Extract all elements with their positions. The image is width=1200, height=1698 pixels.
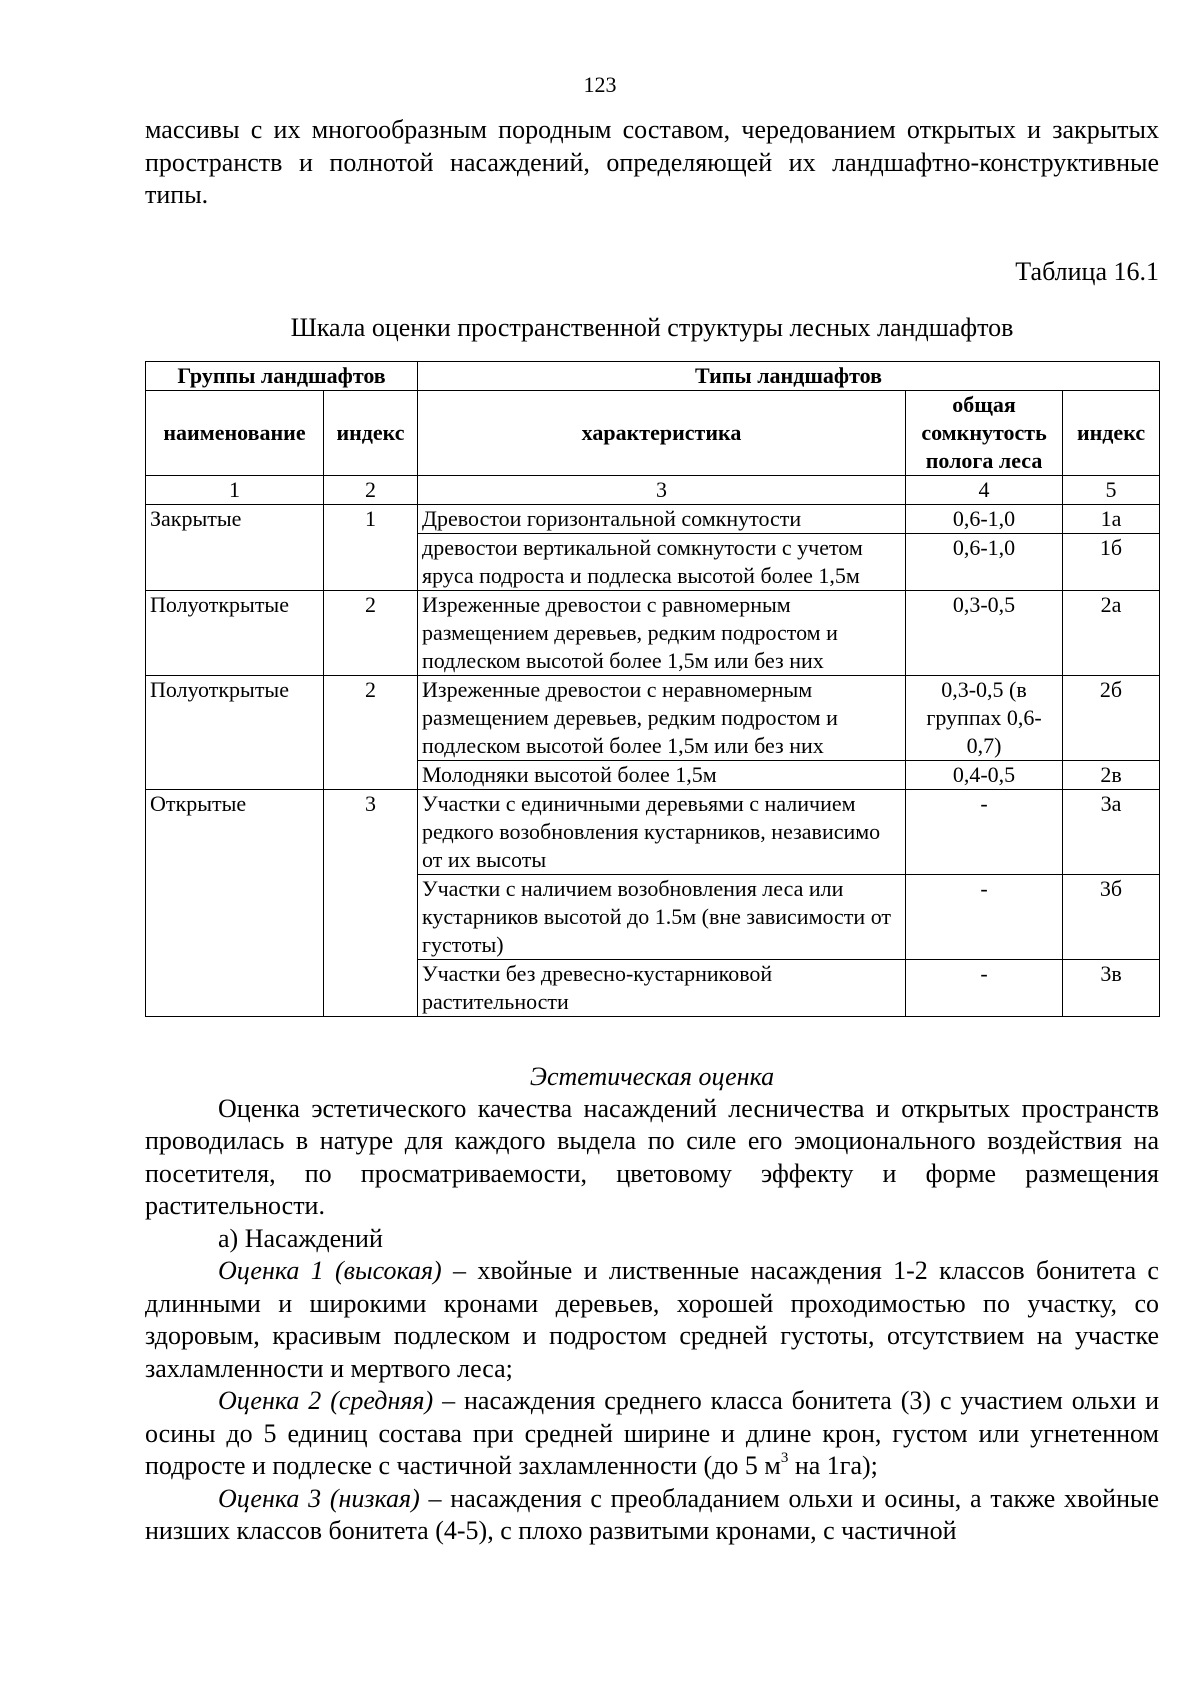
table-row [146, 760, 1160, 789]
column-number-row [146, 475, 1160, 504]
table-row [146, 504, 1160, 533]
characteristic-cell: Изреженные древостои с равномерным размещением деревьев, редким подростом и подлеском высотой более 1,5м или без них [418, 590, 906, 675]
table-header-row-1 [146, 361, 1160, 390]
type-index-cell: 1б [1063, 533, 1160, 590]
group-name-cell: Полуоткрытые [146, 590, 324, 675]
density-cell: 0,4-0,5 [906, 760, 1063, 789]
density-cell: 0,6-1,0 [906, 533, 1063, 590]
grade-2-label: Оценка 2 (средняя) [218, 1386, 434, 1415]
table-row [146, 533, 1160, 590]
table-row [146, 874, 1160, 959]
group-name-cell: Открытые [146, 789, 324, 874]
group-header: Группы ландшафтов [146, 361, 418, 390]
type-index-cell: 2б [1063, 675, 1160, 760]
group-name-cell: Полуоткрытые [146, 675, 324, 760]
group-index-cell: 1 [324, 504, 418, 533]
grade-3-label: Оценка 3 (низкая) [218, 1483, 420, 1513]
characteristic-cell: древостои вертикальной сомкнутости с учетом яруса подроста и подлеска высотой более 1,5м [418, 533, 906, 590]
landscape-structure-table [145, 361, 1160, 1017]
group-name-cell [146, 874, 324, 959]
group-name-cell [146, 959, 324, 1016]
group-index-cell [324, 533, 418, 590]
group-index-cell: 2 [324, 675, 418, 760]
group-name-cell: Закрытые [146, 504, 324, 533]
characteristic-cell: Древостои горизонтальной сомкнутости [418, 504, 906, 533]
group-name-cell [146, 760, 324, 789]
column-number: 3 [418, 475, 906, 504]
col-name-header: наименование [146, 390, 324, 475]
grade-1-label: Оценка 1 (высокая) [218, 1256, 442, 1285]
paragraph-aesthetic-evaluation: Оценка эстетического качества насаждений лесничества и открытых пространств проводилась в натуре для каждого выдела по силе его эмоционального воздействия на посетителя, по просматриваемости, цветовому эффекту и форме размещения растительности. [145, 1093, 1159, 1220]
intro-paragraph: массивы с их многообразным породным составом, чередованием открытых и закрытых пространств и полнотой насаждений, определяющей их ландшафтно-конструктивные типы. [145, 115, 1159, 209]
group-index-cell: 3 [324, 789, 418, 874]
type-index-cell: 3а [1063, 789, 1160, 874]
col-char-header: характеристика [418, 390, 906, 475]
page-number: 123 [583, 72, 617, 97]
type-index-cell: 1а [1063, 504, 1160, 533]
group-index-cell [324, 874, 418, 959]
grade-1-text: – хвойные и лиственные насаждения 1-2 классов бонитета с длинными и широкими кронами деревьев, хорошей проходимостью по участку, со здоровым, красивым подлеском и подростом средней густоты, отсутствием на участке захламленности и мертвого леса; [145, 1256, 1159, 1383]
col-type-index-header: индекс [1063, 390, 1160, 475]
density-cell: - [906, 789, 1063, 874]
types-header: Типы ландшафтов [418, 361, 1160, 390]
density-cell: 0,6-1,0 [906, 504, 1063, 533]
group-index-cell: 2 [324, 590, 418, 675]
table-row [146, 675, 1160, 760]
paragraph-grade-1 [145, 1255, 1159, 1385]
page-content [145, 114, 1159, 1548]
column-number: 4 [906, 475, 1063, 504]
characteristic-cell: Участки без древесно-кустарниковой растительности [418, 959, 906, 1016]
characteristic-cell: Участки с наличием возобновления леса или кустарников высотой до 1.5м (вне зависимости от густоты) [418, 874, 906, 959]
table-row [146, 789, 1160, 874]
density-cell: 0,3-0,5 (в группах 0,6-0,7) [906, 675, 1063, 760]
type-index-cell: 3в [1063, 959, 1160, 1016]
column-number: 1 [146, 475, 324, 504]
density-cell: - [906, 874, 1063, 959]
column-number: 5 [1063, 475, 1160, 504]
characteristic-cell: Участки с единичными деревьями с наличием редкого возобновления кустарников, независимо от их высоты [418, 789, 906, 874]
table-header-row-2 [146, 390, 1160, 475]
table-title: Шкала оценки пространственной структуры лесных ландшафтов [290, 312, 1014, 342]
table-row [146, 590, 1160, 675]
group-name-cell [146, 533, 324, 590]
characteristic-cell: Молодняки высотой более 1,5м [418, 760, 906, 789]
group-index-cell [324, 959, 418, 1016]
characteristic-cell: Изреженные древостои с неравномерным размещением деревьев, редким подростом и подлеском высотой более 1,5м или без них [418, 675, 906, 760]
density-cell: 0,3-0,5 [906, 590, 1063, 675]
type-index-cell: 2в [1063, 760, 1160, 789]
grade-2-tail: на 1га); [788, 1451, 878, 1480]
table-label: Таблица 16.1 [1015, 256, 1159, 286]
grade-2-superscript: 3 [780, 1450, 789, 1466]
grade-3-text: – насаждения с преобладанием ольхи и осины, а также хвойные низших классов бонитета (4-5), с плохо развитыми кронами, с частичной [145, 1483, 1159, 1545]
col-index-header: индекс [324, 390, 418, 475]
column-number: 2 [324, 475, 418, 504]
paragraph-grade-3 [145, 1483, 1159, 1548]
group-index-cell [324, 760, 418, 789]
type-index-cell: 2а [1063, 590, 1160, 675]
paragraph-grade-2 [145, 1385, 1159, 1483]
type-index-cell: 3б [1063, 874, 1160, 959]
col-density-header: общая сомкнутость полога леса [906, 390, 1063, 475]
table-row [146, 959, 1160, 1016]
paragraph-subheading: а) Насаждений [218, 1223, 383, 1253]
grade-2-text: – насаждения среднего класса бонитета (3) с участием ольхи и осины до 5 единиц состава при средней ширине и длине крон, густом или угнетенном подросте и подлеске с частичной захламленности (до 5 м [145, 1386, 1159, 1480]
section-title: Эстетическая оценка [529, 1061, 775, 1091]
density-cell: - [906, 959, 1063, 1016]
